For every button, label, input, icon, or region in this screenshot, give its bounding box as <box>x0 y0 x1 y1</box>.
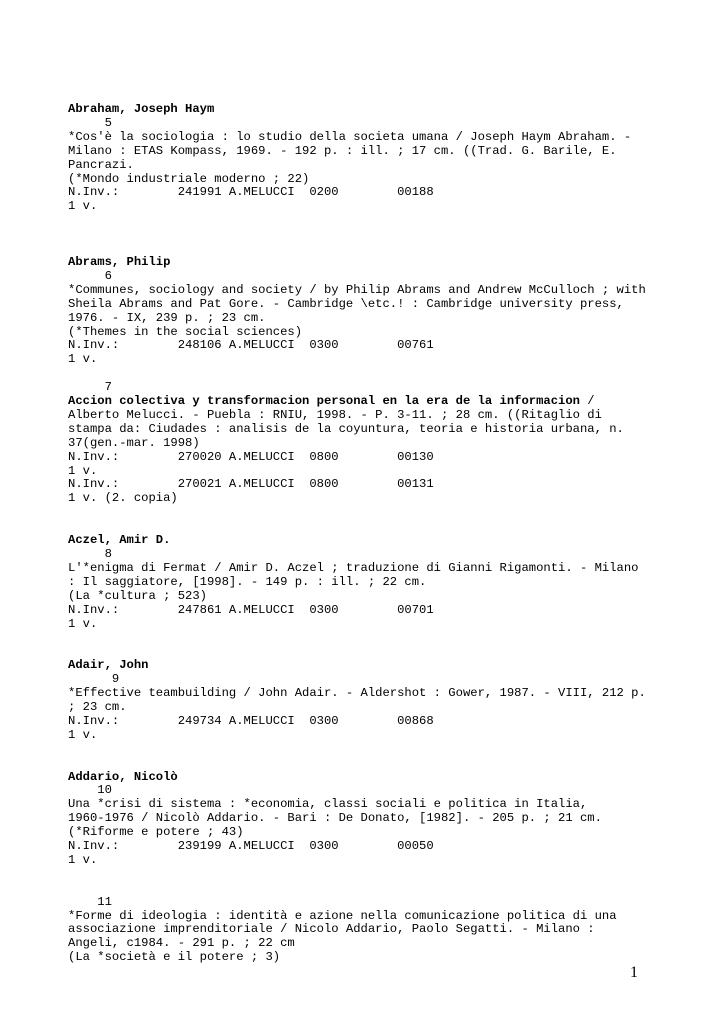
entry-heading: Adair, John <box>68 658 149 673</box>
inventory-line: N.Inv.: 248106 A.MELUCCI 0300 00761 <box>68 338 434 353</box>
inventory-line: N.Inv.: 247861 A.MELUCCI 0300 00701 <box>68 602 434 617</box>
entry-number: 8 <box>104 547 112 561</box>
entry-line: : Il saggiatore, [1998]. - 149 p. : ill. ; 22 cm. <box>68 574 427 589</box>
entry-line: 1960-1976 / Nicolò Addario. - Bari : De Donato, [1982]. - 205 p. ; 21 cm. <box>68 811 602 826</box>
entry-line: Pancrazi. <box>68 157 134 172</box>
entry-line: (*Themes in the social sciences) <box>68 324 303 339</box>
volume-line: 1 v. <box>68 352 98 367</box>
entry-number: 10 <box>97 783 112 798</box>
entry-number: 5 <box>104 115 112 130</box>
entry-heading: Aczel, Amir D. <box>68 533 171 548</box>
inventory-line: N.Inv.: 270021 A.MELUCCI 0800 00131 <box>68 477 434 492</box>
entry-line: (La *società e il potere ; 3) <box>68 950 281 965</box>
volume-line: 1 v. <box>68 463 98 478</box>
inventory-line: N.Inv.: 241991 A.MELUCCI 0200 00188 <box>68 185 434 200</box>
volume-line: 1 v. (2. copia) <box>68 491 178 506</box>
entry-line: Una *crisi di sistema : *economia, classi sociali e politica in Italia, <box>68 797 588 812</box>
entry-line: ; 23 cm. <box>68 699 127 714</box>
entry-heading: Addario, Nicolò <box>68 769 178 784</box>
entry-line: *Effective teambuilding / John Adair. - Aldershot : Gower, 1987. - VIII, 212 p. <box>68 686 646 701</box>
entry-line: (La *cultura ; 523) <box>68 588 207 603</box>
entry-line: (*Riforme e potere ; 43) <box>68 825 244 840</box>
volume-line: 1 v. <box>68 199 98 214</box>
entry-line: L'*enigma di Fermat / Amir D. Aczel ; traduzione di Gianni Rigamonti. - Milano <box>68 560 639 575</box>
catalog-page <box>68 103 668 965</box>
entry-line: associazione imprenditoriale / Nicolo Addario, Paolo Segatti. - Milano : <box>68 922 595 937</box>
entry-line: *Cos'è la sociologia : lo studio della societa umana / Joseph Haym Abraham. - <box>68 129 632 144</box>
inventory-line: N.Inv.: 239199 A.MELUCCI 0300 00050 <box>68 839 434 854</box>
entry-line: *Communes, sociology and society / by Philip Abrams and Andrew McCulloch ; with <box>68 282 646 297</box>
entry-number: 6 <box>104 268 112 283</box>
entry-heading: Abrams, Philip <box>68 254 171 269</box>
page-number: 1 <box>630 964 638 981</box>
entry-line: 37(gen.-mar. 1998) <box>68 435 200 450</box>
entry-line: 1976. - IX, 239 p. ; 23 cm. <box>68 310 266 325</box>
entry-number: 11 <box>97 894 112 909</box>
volume-line: 1 v. <box>68 616 98 631</box>
entry-line: Sheila Abrams and Pat Gore. - Cambridge \etc.! : Cambridge university press, <box>68 296 624 311</box>
entry-line: *Forme di ideologia : identità e azione nella comunicazione politica di una <box>68 908 617 923</box>
entry-line: Milano : ETAS Kompass, 1969. - 192 p. : ill. ; 17 cm. ((Trad. G. Barile, E. <box>68 143 617 158</box>
entry-title: Accion colectiva y transformacion personal en la era de la informacion <box>68 394 580 409</box>
entry-line: (*Mondo industriale moderno ; 22) <box>68 171 310 186</box>
entry-line: stampa da: Ciudades : analisis de la coyuntura, teoria e historia urbana, n. <box>68 421 624 436</box>
entry-line: Alberto Melucci. - Puebla : RNIU, 1998. - P. 3-11. ; 28 cm. ((Ritaglio di <box>68 407 602 422</box>
inventory-line: N.Inv.: 249734 A.MELUCCI 0300 00868 <box>68 713 434 728</box>
entry-line: Angeli, c1984. - 291 p. ; 22 cm <box>68 936 295 951</box>
entry-title-line: Accion colectiva y transformacion personal en la era de la informacion / <box>68 394 595 409</box>
entry-heading: Abraham, Joseph Haym <box>68 102 215 116</box>
volume-line: 1 v. <box>68 727 98 742</box>
entry-number: 7 <box>104 380 112 395</box>
volume-line: 1 v. <box>68 852 98 867</box>
entry-number: 9 <box>111 672 120 687</box>
inventory-line: N.Inv.: 270020 A.MELUCCI 0800 00130 <box>68 449 434 464</box>
